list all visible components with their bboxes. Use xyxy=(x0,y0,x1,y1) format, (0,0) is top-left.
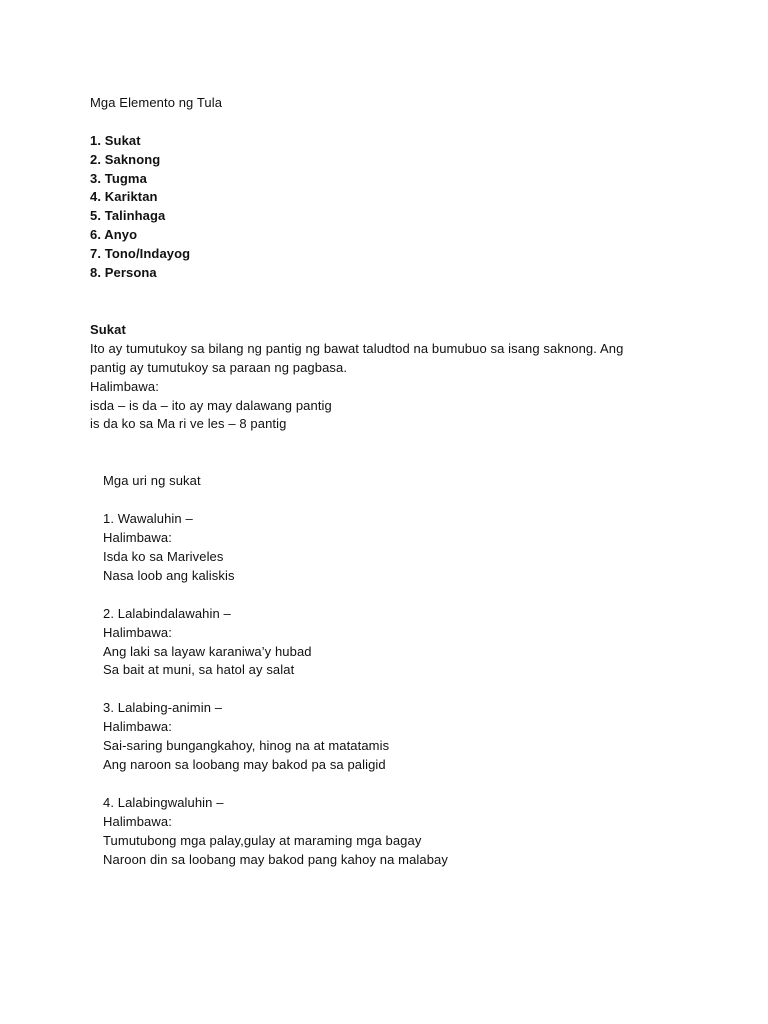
uri-item-3-title: 3. Lalabing-animin – xyxy=(103,700,223,715)
uri-item-1-label: Halimbawa: xyxy=(103,530,172,545)
element-item-5: 5. Talinhaga xyxy=(90,208,166,223)
uri-item-2-line-2: Sa bait at muni, sa hatol ay salat xyxy=(103,662,295,677)
uri-item-2-label: Halimbawa: xyxy=(103,625,172,640)
sukat-definition-line-2: pantig ay tumutukoy sa paraan ng pagbasa. xyxy=(90,360,348,375)
element-item-6: 6. Anyo xyxy=(90,227,138,242)
sukat-example-label: Halimbawa: xyxy=(90,379,159,394)
uri-item-1-title: 1. Wawaluhin – xyxy=(103,511,193,526)
document-title: Mga Elemento ng Tula xyxy=(90,95,223,110)
uri-item-1-line-1: Isda ko sa Mariveles xyxy=(103,549,224,564)
sukat-heading: Sukat xyxy=(90,322,126,337)
element-item-8: 8. Persona xyxy=(90,265,157,280)
uri-item-4-label: Halimbawa: xyxy=(103,814,172,829)
uri-item-3-line-1: Sai-saring bungangkahoy, hinog na at matatamis xyxy=(103,738,390,753)
sukat-definition-line-1: Ito ay tumutukoy sa bilang ng pantig ng bawat taludtod na bumubuo sa isang saknong. Ang xyxy=(90,341,624,356)
sukat-example-2: is da ko sa Ma ri ve les – 8 pantig xyxy=(90,416,287,431)
uri-item-3-line-2: Ang naroon sa loobang may bakod pa sa paligid xyxy=(103,757,386,772)
uri-item-3-label: Halimbawa: xyxy=(103,719,172,734)
uri-heading: Mga uri ng sukat xyxy=(103,473,201,488)
uri-item-4-title: 4. Lalabingwaluhin – xyxy=(103,795,224,810)
element-item-4: 4. Kariktan xyxy=(90,189,158,204)
uri-item-2-line-1: Ang laki sa layaw karaniwa’y hubad xyxy=(103,644,312,659)
uri-item-4-line-1: Tumutubong mga palay,gulay at maraming mga bagay xyxy=(103,833,422,848)
uri-item-1-line-2: Nasa loob ang kaliskis xyxy=(103,568,235,583)
element-item-2: 2. Saknong xyxy=(90,152,161,167)
element-item-3: 3. Tugma xyxy=(90,171,147,186)
sukat-example-1: isda – is da – ito ay may dalawang pantig xyxy=(90,398,332,413)
element-item-7: 7. Tono/Indayog xyxy=(90,246,191,261)
uri-item-2-title: 2. Lalabindalawahin – xyxy=(103,606,231,621)
uri-item-4-line-2: Naroon din sa loobang may bakod pang kahoy na malabay xyxy=(103,852,448,867)
element-item-1: 1. Sukat xyxy=(90,133,141,148)
